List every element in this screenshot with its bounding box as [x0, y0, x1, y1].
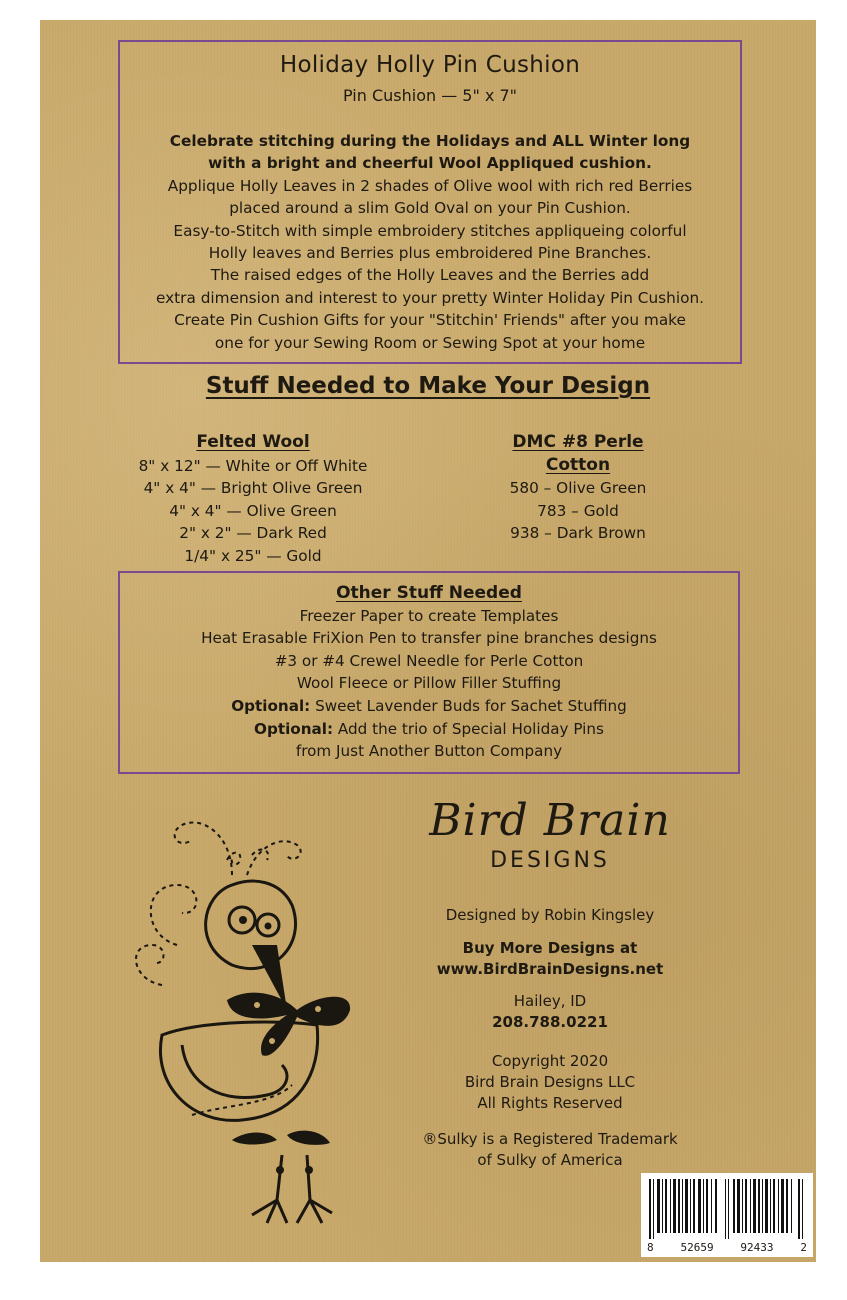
intro-line: Applique Holly Leaves in 2 shades of Olive wool with rich red Berries: [167, 176, 693, 195]
intro-line: with a bright and cheerful Wool Appliqued cushion.: [208, 154, 652, 173]
other-item: Wool Fleece or Pillow Filler Stuffing: [296, 674, 562, 693]
trademark-block: [380, 1129, 720, 1171]
barcode-digit: 52659: [680, 1241, 714, 1254]
barcode: [641, 1173, 813, 1257]
barcode-digit: 2: [800, 1241, 807, 1254]
pattern-title: Holiday Holly Pin Cushion: [279, 52, 581, 78]
copyright-owner: Bird Brain Designs LLC: [464, 1073, 636, 1091]
other-item: Heat Erasable FriXion Pen to transfer pine branches designs: [201, 629, 657, 648]
wool-item: 4" x 4" — Bright Olive Green: [143, 479, 363, 498]
intro-line: The raised edges of the Holly Leaves and the Berries add: [210, 266, 650, 285]
pattern-size: Pin Cushion — 5" x 7": [342, 86, 518, 105]
intro-line: Create Pin Cushion Gifts for your "Stitchin' Friends" after you make: [174, 311, 686, 330]
buy-more-text: Buy More Designs at: [462, 939, 638, 957]
other-item-optional: [120, 718, 738, 741]
thread-item: 580 – Olive Green: [509, 479, 647, 498]
other-supplies-header: Other Stuff Needed: [336, 583, 522, 603]
intro-description: [120, 130, 740, 354]
brand-name: Bird Brain: [429, 795, 671, 846]
contact-block: [380, 991, 720, 1033]
designer-credit: Designed by Robin Kingsley: [445, 906, 655, 924]
wool-item: 2" x 2" — Dark Red: [179, 524, 327, 543]
perle-cotton-header: DMC #8 Perle Cotton: [512, 432, 644, 475]
intro-line: Holly leaves and Berries plus embroidered Pine Branches.: [208, 244, 652, 263]
felted-wool-header: Felted Wool: [196, 432, 310, 452]
pattern-back-cover: [40, 20, 816, 1262]
barcode-bars-icon: [641, 1177, 813, 1245]
optional-label: Optional:: [254, 719, 334, 738]
other-item: #3 or #4 Crewel Needle for Perle Cotton: [274, 651, 584, 670]
barcode-digit: 8: [647, 1241, 654, 1254]
trademark-line: of Sulky of America: [477, 1151, 623, 1169]
optional-text: Sweet Lavender Buds for Sachet Stuffing: [310, 696, 627, 715]
thread-item: 938 – Dark Brown: [510, 524, 646, 543]
barcode-digit: 92433: [740, 1241, 774, 1254]
other-item: from Just Another Button Company: [295, 742, 563, 761]
intro-line: Celebrate stitching during the Holidays and ALL Winter long: [169, 132, 691, 150]
other-supplies-box: [118, 571, 740, 774]
intro-box: [118, 40, 742, 364]
thread-item: 783 – Gold: [537, 501, 619, 520]
brand-logo: [380, 795, 720, 873]
phone-number: 208.788.0221: [492, 1013, 608, 1031]
other-supplies-list: [120, 582, 738, 763]
wool-item: 1/4" x 25" — Gold: [184, 546, 322, 565]
wool-item: 8" x 12" — White or Off White: [138, 456, 368, 475]
intro-line: extra dimension and interest to your pretty Winter Holiday Pin Cushion.: [155, 288, 705, 307]
brand-subtitle: DESIGNS: [490, 848, 610, 873]
intro-line: one for your Sewing Room or Sewing Spot at your home: [214, 333, 646, 352]
copyright-rights: All Rights Reserved: [477, 1094, 623, 1112]
perle-cotton-list: [478, 431, 678, 545]
optional-text: Add the trio of Special Holiday Pins: [333, 719, 604, 738]
felted-wool-list: [138, 431, 368, 568]
trademark-line: ®Sulky is a Registered Trademark: [422, 1130, 678, 1148]
website-link[interactable]: www.BirdBrainDesigns.net: [436, 960, 664, 978]
intro-line: placed around a slim Gold Oval on your Pin Cushion.: [229, 199, 631, 218]
intro-line: Easy-to-Stitch with simple embroidery stitches appliqueing colorful: [173, 221, 687, 240]
buy-more-block: [380, 938, 720, 980]
supplies-heading: Stuff Needed to Make Your Design: [205, 373, 651, 399]
barcode-number: [641, 1241, 813, 1254]
other-item: Freezer Paper to create Templates: [299, 606, 559, 625]
wool-item: 4" x 4" — Olive Green: [169, 501, 337, 520]
optional-label: Optional:: [231, 696, 311, 715]
other-item-optional: [120, 695, 738, 718]
copyright-block: [380, 1051, 720, 1114]
city: Hailey, ID: [513, 992, 587, 1010]
copyright-year: Copyright 2020: [491, 1052, 609, 1070]
bird-illustration-icon: [82, 795, 362, 1235]
